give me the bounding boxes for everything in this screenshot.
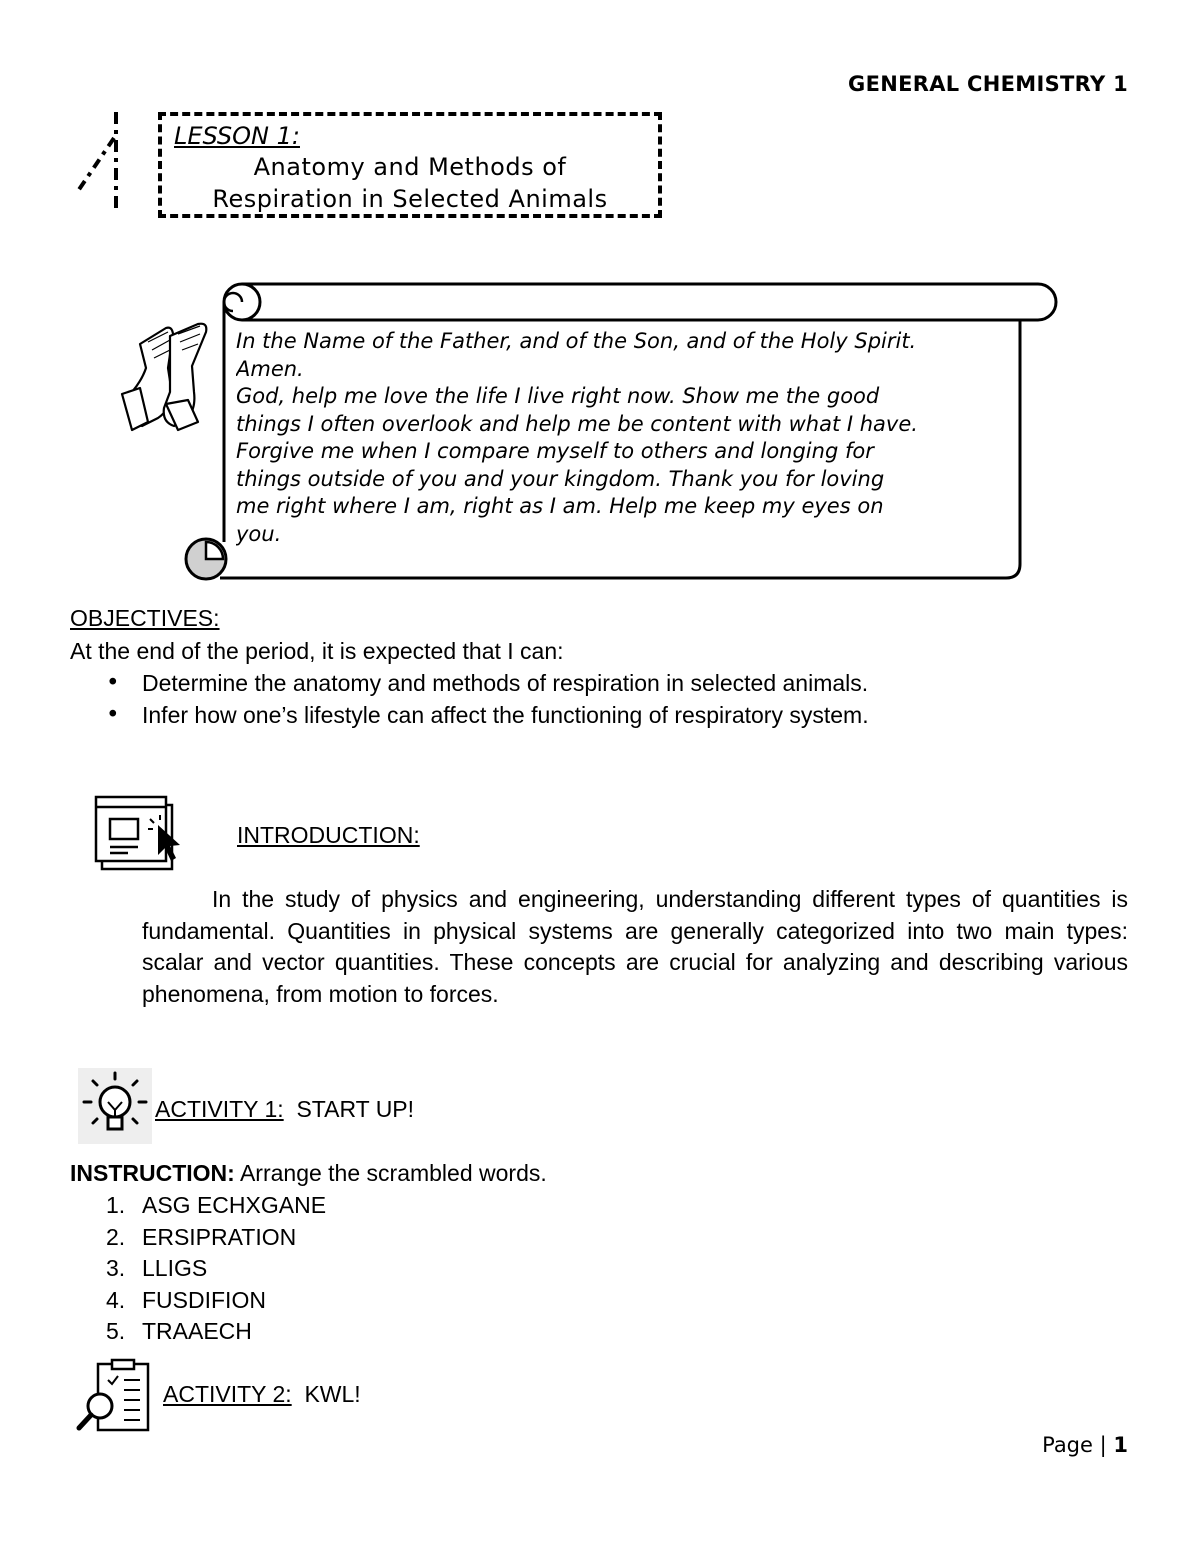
instruction-label: INSTRUCTION:: [70, 1160, 235, 1186]
activity-1-instruction: [70, 1160, 547, 1187]
prayer-line: me right where I am, right as I am. Help me keep my eyes on: [236, 494, 884, 518]
lesson-title-line-1: Anatomy and Methods of: [253, 153, 567, 181]
lesson-title-line-2: Respiration in Selected Animals: [212, 185, 608, 213]
list-number: 1.: [106, 1192, 126, 1218]
objective-item: Infer how one’s lifestyle can affect the functioning of respiratory system.: [142, 702, 869, 728]
scrambled-word: FUSDIFION: [142, 1286, 266, 1313]
list-number: 4.: [106, 1286, 126, 1313]
page-number: [1042, 1433, 1128, 1457]
page-label: Page |: [1042, 1433, 1107, 1457]
introduction-heading: INTRODUCTION:: [237, 822, 420, 848]
objective-item: Determine the anatomy and methods of respiration in selected animals.: [142, 670, 869, 696]
list-item: [106, 1316, 326, 1348]
list-item: [106, 1190, 327, 1222]
page-number-value: 1: [1113, 1433, 1128, 1457]
computer-cursor-icon: [94, 793, 184, 873]
introduction-paragraph: In the study of physics and engineering, understanding different types of quantities is fundamental. Quantities in physical systems are generally categorized into two main types: scalar and vector quantities. These concepts are crucial for analyzing and describing various phenomena, from motion to forces.: [142, 886, 1128, 1007]
bullet-icon: •: [106, 702, 120, 728]
prayer-line: Forgive me when I compare myself to others and longing for: [236, 439, 874, 463]
prayer-line: God, help me love the life I live right now. Show me the good: [236, 384, 880, 408]
list-item: [106, 1222, 326, 1254]
lesson-label: LESSON 1:: [174, 122, 300, 150]
list-number: 5.: [106, 1318, 126, 1344]
list-number: 3.: [106, 1255, 126, 1281]
prayer-text: [236, 328, 1016, 552]
list-item: [106, 1253, 326, 1285]
header-title: GENERAL CHEMISTRY 1: [848, 72, 1128, 96]
objectives-heading: OBJECTIVES:: [70, 605, 220, 631]
prayer-line: things I often overlook and help me be content with what I have.: [236, 411, 918, 436]
prayer-line: things outside of you and your kingdom. Thank you for loving: [236, 466, 885, 491]
scrambled-word: LLIGS: [142, 1255, 208, 1281]
activity-2-label: ACTIVITY 2:: [163, 1381, 292, 1407]
scrambled-word: TRAAECH: [142, 1318, 252, 1344]
clipboard-magnifier-icon: [76, 1358, 154, 1434]
objectives-intro: At the end of the period, it is expected that I can:: [70, 638, 564, 664]
activity-2-heading: [163, 1381, 361, 1408]
prayer-line: you.: [236, 521, 282, 546]
activity-1-heading: [155, 1096, 414, 1123]
prayer-line: Amen.: [236, 356, 304, 381]
activity-2-title: KWL!: [304, 1381, 361, 1407]
bullet-icon: •: [106, 670, 120, 696]
dashed-slash-icon: [70, 108, 126, 218]
instruction-text: Arrange the scrambled words.: [239, 1160, 547, 1186]
praying-hands-icon: [118, 322, 222, 434]
scrambled-word-list: [106, 1190, 327, 1348]
prayer-line: In the Name of the Father, and of the Son, and of the Holy Spirit.: [236, 329, 917, 353]
activity-1-label: ACTIVITY 1:: [155, 1096, 284, 1122]
scrambled-word: ASG ECHXGANE: [142, 1192, 327, 1218]
list-item: [106, 1285, 326, 1317]
list-number: 2.: [106, 1223, 126, 1250]
scrambled-word: ERSIPRATION: [142, 1223, 297, 1250]
lightbulb-icon: [78, 1068, 152, 1144]
activity-1-title: START UP!: [296, 1096, 415, 1122]
